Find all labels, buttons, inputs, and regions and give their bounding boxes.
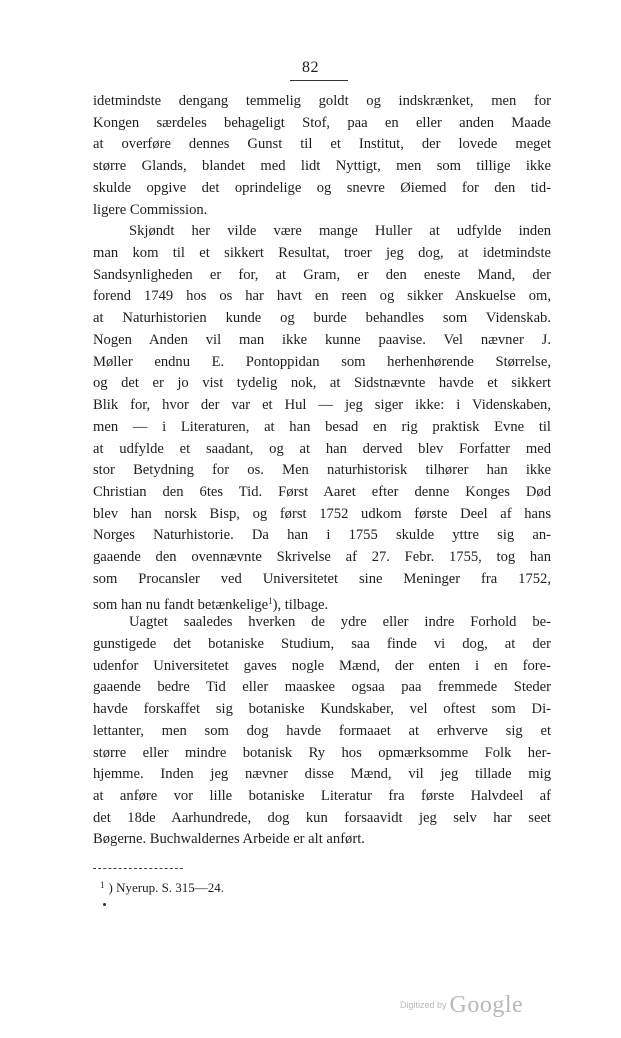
text-line-content: lettanter, men som dog havde formaaet at erhverve sig et: [93, 722, 551, 739]
text-line: [93, 504, 551, 526]
text-line: [93, 439, 551, 461]
watermark-prefix: Digitized by: [400, 1000, 447, 1010]
text-line-content: forend 1749 hos os har havt en reen og sikker Anskuelse om,: [93, 288, 551, 305]
text-line-content: større eller mindre botanisk Ry hos opmærksomme Folk her-: [93, 744, 551, 761]
text-line: [93, 221, 551, 243]
text-line-continuation: ), tilbage.: [272, 596, 329, 613]
text-line-content: Bøgerne. Buchwaldernes Arbeide er alt anført.: [93, 831, 365, 848]
text-line: [93, 569, 551, 591]
text-line-content: skulde opgive det oprindelige og snevre Øiemed for den tid-: [93, 179, 551, 196]
text-line-content: Sandsynligheden er for, at Gram, er den eneste Mand, der: [93, 266, 551, 283]
text-line-content: Kongen særdeles behageligt Stof, paa en eller anden Maade: [93, 114, 551, 131]
text-line: [93, 808, 551, 830]
text-line: [93, 134, 551, 156]
text-line: [93, 178, 551, 200]
text-line: [93, 482, 551, 504]
text-line-content: Nogen Anden vil man ikke kunne paavise. Vel nævner J.: [93, 331, 551, 348]
page-number-rule: [290, 80, 348, 81]
text-line: [93, 612, 551, 634]
text-line: [93, 352, 551, 374]
digitized-watermark: [400, 992, 523, 1019]
text-line: [93, 113, 551, 135]
text-line-content: at udfylde et saadant, og at han derved blev Forfatter med: [93, 440, 551, 457]
text-line-content: Uagtet saaledes hverken de ydre eller indre Forhold be-: [129, 614, 551, 631]
text-line-content: og det er jo vist tydelig nok, at Sidstnævnte havde et sikkert: [93, 375, 551, 392]
text-line-content: Norges Naturhistorie. Da han i 1755 skulde yttre sig an-: [93, 527, 551, 544]
text-line: [93, 330, 551, 352]
text-line: [93, 699, 551, 721]
text-line-content: hjemme. Inden jeg nævner disse Mænd, vil jeg tillade mig: [93, 766, 551, 783]
text-line: [93, 829, 551, 851]
text-line-content: gaaende den ovennævnte Skrivelse af 27. Febr. 1755, tog han: [93, 549, 551, 566]
text-line: [93, 373, 551, 395]
text-line: [93, 764, 551, 786]
text-line: [93, 677, 551, 699]
text-line: [93, 265, 551, 287]
text-line-content: ligere Commission.: [93, 201, 208, 218]
footnote-reference: 1: [268, 595, 273, 606]
text-line: [93, 156, 551, 178]
text-line-content: man kom til et sikkert Resultat, troer jeg dog, at idetmindste: [93, 245, 551, 262]
text-line: [93, 395, 551, 417]
page-number: 82: [302, 59, 319, 76]
text-line: [93, 547, 551, 569]
text-line: [93, 634, 551, 656]
footnote-divider: [93, 868, 183, 869]
text-line-content: Møller endnu E. Pontoppidan som herhenhørende Størrelse,: [93, 353, 551, 370]
text-line: [93, 525, 551, 547]
text-line: [93, 417, 551, 439]
text-line-content: idetmindste dengang temmelig goldt og indskrænket, men for: [93, 93, 551, 109]
text-line-content: Skjøndt her vilde være mange Huller at udfylde inden: [129, 223, 551, 240]
text-line: [93, 786, 551, 808]
text-line-content: som han nu fandt betænkelige: [93, 596, 269, 613]
text-line-content: udenfor Universitetet gaves nogle Mænd, der enten i en fore-: [93, 657, 551, 674]
text-line-content: gaaende bedre Tid eller maaskee ogsaa paa fremmede Steder: [93, 679, 551, 696]
print-speck: [103, 903, 106, 906]
text-line: [93, 591, 551, 613]
text-line-content: som Procansler ved Universitetet sine Meninger fra 1752,: [93, 570, 551, 587]
footnote-mark: 1: [100, 880, 105, 890]
text-line-content: at overføre dennes Gunst til et Institut, der lovede meget: [93, 136, 551, 153]
text-line-content: men — i Literaturen, at han besad en rig praktisk Evne til: [93, 418, 551, 435]
body-text: [93, 91, 551, 851]
text-line-content: gunstigede det botaniske Studium, saa finde vi dog, at der: [93, 635, 551, 652]
text-line: [93, 243, 551, 265]
text-line-content: større Glands, blandet med lidt Nyttigt, men som tillige ikke: [93, 158, 551, 175]
text-line: [93, 743, 551, 765]
text-line-content: Blik for, hvor der var et Hul — jeg siger ikke: i Videnskaben,: [93, 397, 551, 414]
text-line: [93, 656, 551, 678]
footnote: [100, 876, 224, 897]
text-line-content: Christian den 6tes Tid. Først Aaret efter denne Konges Død: [93, 483, 551, 500]
text-line: [93, 721, 551, 743]
text-line: [93, 308, 551, 330]
text-line-content: det 18de Aarhundrede, dog kun forsaavidt jeg selv har seet: [93, 809, 551, 826]
text-line-content: havde forskaffet sig botaniske Kundskaber, vel oftest som Di-: [93, 701, 551, 718]
text-line: [93, 200, 551, 222]
google-logo: Google: [449, 992, 524, 1018]
text-line-content: blev han norsk Bisp, og først 1752 udkom første Deel af hans: [93, 505, 551, 522]
text-line-content: at anføre vor lille botaniske Literatur fra første Halvdeel af: [93, 788, 551, 804]
text-line: [93, 460, 551, 482]
text-line: [93, 286, 551, 308]
text-line: [93, 91, 551, 113]
footnote-text: ) Nyerup. S. 315—24.: [108, 880, 225, 895]
text-line-content: stor Betydning for os. Men naturhistorisk tilhører han ikke: [93, 462, 551, 479]
text-line-content: at Naturhistorien kunde og burde behandles som Videnskab.: [93, 310, 551, 327]
